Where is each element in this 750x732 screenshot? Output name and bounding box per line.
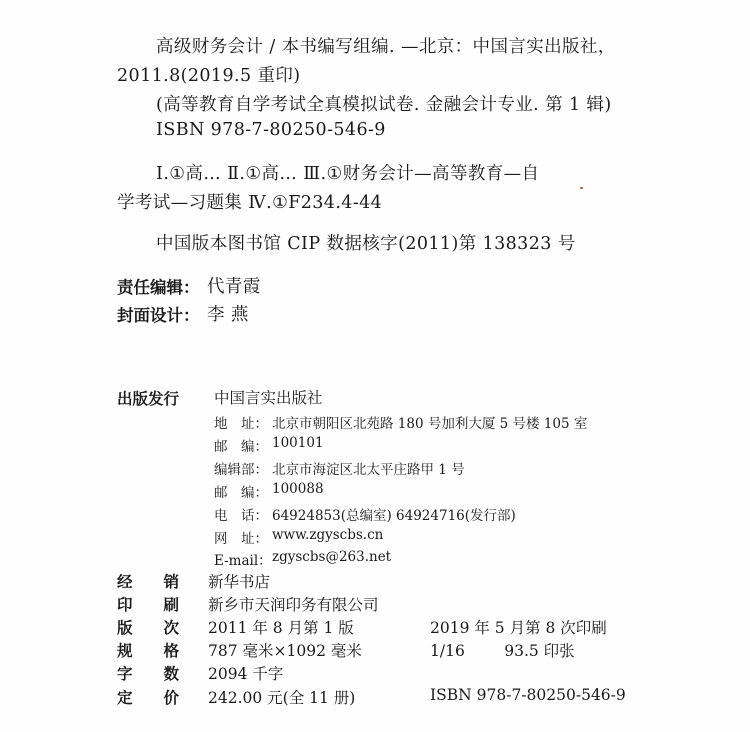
detail-value-distributor: 新华书店 bbox=[208, 573, 271, 591]
editor-name: 代青霞 bbox=[207, 277, 261, 297]
designer-label: 封面设计： bbox=[117, 306, 200, 325]
detail-value-wordcount: 2094 千字 bbox=[208, 665, 284, 683]
editor-label: 责任编辑： bbox=[117, 278, 200, 297]
print-speck bbox=[580, 187, 583, 189]
cip-line-1: 高级财务会计 / 本书编写组编. —北京：中国言实出版社， bbox=[156, 37, 616, 57]
editorial-label: 编辑部： bbox=[214, 462, 268, 478]
detail-label-format: 规 格 bbox=[117, 642, 180, 660]
web-label: 网 址： bbox=[214, 531, 268, 547]
cip-line-2: 2011.8(2019.5 重印) bbox=[117, 66, 301, 86]
detail-label-price: 定 价 bbox=[117, 689, 180, 707]
editorial-value: 北京市海淀区北太平庄路甲 1 号 bbox=[272, 462, 465, 478]
detail-label-distributor: 经 销 bbox=[117, 573, 180, 591]
phone-label: 电 话： bbox=[214, 508, 268, 524]
cip-classification-2: 学考试—习题集 Ⅳ.①F234.4-44 bbox=[117, 193, 383, 213]
zip-label-1: 邮 编： bbox=[214, 439, 268, 455]
detail-extra-sheets: 1/16 93.5 印张 bbox=[430, 642, 575, 660]
detail-value-printer: 新乡市天润印务有限公司 bbox=[208, 596, 379, 614]
detail-value-price: 242.00 元(全 11 册) bbox=[208, 689, 356, 707]
publisher-name: 中国言实出版社 bbox=[214, 389, 323, 407]
cip-number: 中国版本图书馆 CIP 数据核字(2011)第 138323 号 bbox=[156, 234, 576, 254]
detail-label-edition: 版 次 bbox=[117, 619, 180, 637]
cip-classification-1: Ⅰ.①高… Ⅱ.①高… Ⅲ.①财务会计—高等教育—自 bbox=[156, 164, 540, 184]
publisher-label: 出版发行 bbox=[117, 390, 180, 408]
email-value: zgyscbs@263.net bbox=[272, 549, 392, 565]
detail-extra-printing: 2019 年 5 月第 8 次印刷 bbox=[430, 619, 607, 637]
zip-value-1: 100101 bbox=[272, 435, 324, 451]
address-value: 北京市朝阳区北苑路 180 号加利大厦 5 号楼 105 室 bbox=[272, 416, 588, 432]
designer-name: 李 燕 bbox=[207, 305, 249, 325]
phone-value: 64924853(总编室) 64924716(发行部) bbox=[272, 508, 516, 524]
cip-isbn: ISBN 978-7-80250-546-9 bbox=[156, 120, 386, 140]
detail-extra-isbn: ISBN 978-7-80250-546-9 bbox=[430, 686, 626, 704]
email-label: E-mail： bbox=[214, 553, 272, 569]
zip-label-2: 邮 编： bbox=[214, 485, 268, 501]
address-label: 地 址： bbox=[214, 416, 268, 432]
cip-line-3: (高等教育自学考试全真模拟试卷. 金融会计专业. 第 1 辑) bbox=[156, 95, 612, 115]
detail-label-wordcount: 字 数 bbox=[117, 665, 180, 683]
detail-value-format: 787 毫米×1092 毫米 bbox=[208, 642, 362, 660]
detail-value-edition: 2011 年 8 月第 1 版 bbox=[208, 619, 354, 637]
detail-label-printer: 印 刷 bbox=[117, 596, 180, 614]
web-value: www.zgyscbs.cn bbox=[272, 527, 384, 543]
zip-value-2: 100088 bbox=[272, 481, 324, 497]
